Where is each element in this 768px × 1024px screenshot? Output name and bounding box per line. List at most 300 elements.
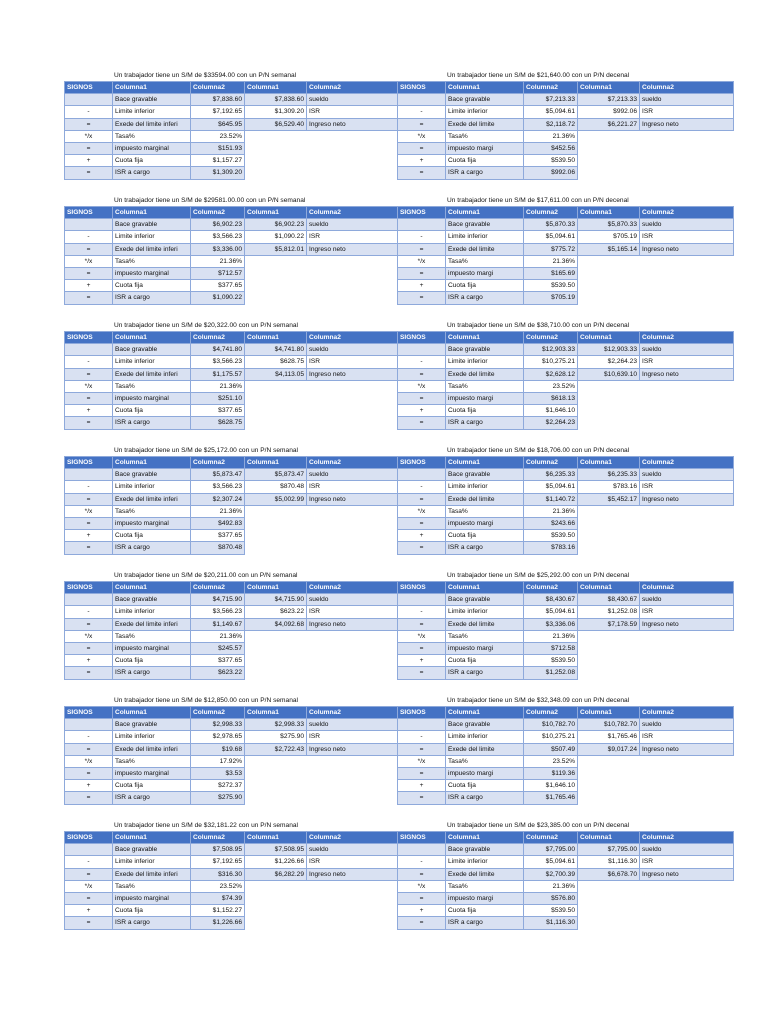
label-cell[interactable]: Exede del limite inferi: [113, 618, 191, 630]
header-cell[interactable]: Columna2: [191, 207, 245, 219]
value-cell[interactable]: [307, 155, 401, 167]
value-cell[interactable]: $4,715.90: [191, 594, 245, 606]
value-cell[interactable]: [245, 917, 307, 929]
header-cell[interactable]: Columna2: [640, 207, 734, 219]
header-cell[interactable]: Columna2: [640, 707, 734, 719]
value-cell[interactable]: $1,149.67: [191, 618, 245, 630]
value-cell[interactable]: $1,140.72: [524, 493, 578, 505]
value-cell[interactable]: [640, 893, 734, 905]
value-cell[interactable]: $539.50: [524, 905, 578, 917]
value-cell[interactable]: [640, 905, 734, 917]
value-cell[interactable]: sueldo: [307, 844, 401, 856]
label-cell[interactable]: impuesto margi: [446, 143, 524, 155]
value-cell[interactable]: $5,094.61: [524, 856, 578, 868]
label-cell[interactable]: Cuota fija: [113, 780, 191, 792]
value-cell[interactable]: [578, 792, 640, 804]
value-cell[interactable]: $2,978.65: [191, 731, 245, 743]
value-cell[interactable]: $1,765.46: [578, 731, 640, 743]
header-cell[interactable]: Columna1: [446, 832, 524, 844]
value-cell[interactable]: [245, 768, 307, 780]
value-cell[interactable]: $3,336.06: [524, 618, 578, 630]
value-cell[interactable]: [640, 292, 734, 304]
value-cell[interactable]: Ingreso neto: [307, 493, 401, 505]
value-cell[interactable]: [307, 630, 401, 642]
sign-cell[interactable]: =: [65, 618, 113, 630]
header-cell[interactable]: Columna2: [307, 207, 401, 219]
header-cell[interactable]: SIGNOS: [65, 457, 113, 469]
label-cell[interactable]: Bace gravable: [113, 719, 191, 731]
value-cell[interactable]: 21.36%: [524, 630, 578, 642]
value-cell[interactable]: $7,508.95: [245, 844, 307, 856]
label-cell[interactable]: Exede del limite inferi: [113, 118, 191, 130]
sign-cell[interactable]: +: [398, 780, 446, 792]
sign-cell[interactable]: [398, 344, 446, 356]
header-cell[interactable]: Columna2: [307, 332, 401, 344]
sign-cell[interactable]: */x: [398, 130, 446, 142]
value-cell[interactable]: $705.19: [578, 231, 640, 243]
sign-cell[interactable]: -: [65, 481, 113, 493]
value-cell[interactable]: [578, 643, 640, 655]
sign-cell[interactable]: -: [398, 231, 446, 243]
value-cell[interactable]: $272.37: [191, 780, 245, 792]
value-cell[interactable]: [578, 917, 640, 929]
label-cell[interactable]: Cuota fija: [113, 155, 191, 167]
value-cell[interactable]: $4,113.05: [245, 368, 307, 380]
label-cell[interactable]: Exede del limite: [446, 618, 524, 630]
value-cell[interactable]: [307, 417, 401, 429]
header-cell[interactable]: Columna2: [524, 82, 578, 94]
value-cell[interactable]: $10,782.70: [524, 719, 578, 731]
label-cell[interactable]: Exede del limite: [446, 368, 524, 380]
value-cell[interactable]: $6,902.23: [191, 219, 245, 231]
label-cell[interactable]: Cuota fija: [113, 280, 191, 292]
header-cell[interactable]: SIGNOS: [398, 457, 446, 469]
value-cell[interactable]: sueldo: [307, 219, 401, 231]
value-cell[interactable]: 21.36%: [191, 380, 245, 392]
label-cell[interactable]: Limite inferior: [446, 731, 524, 743]
value-cell[interactable]: [640, 792, 734, 804]
value-cell[interactable]: $4,741.80: [191, 344, 245, 356]
header-cell[interactable]: Columna2: [191, 457, 245, 469]
value-cell[interactable]: $783.16: [524, 542, 578, 554]
value-cell[interactable]: $6,902.23: [245, 219, 307, 231]
value-cell[interactable]: [640, 280, 734, 292]
value-cell[interactable]: $3,566.23: [191, 356, 245, 368]
header-cell[interactable]: Columna2: [524, 832, 578, 844]
value-cell[interactable]: [640, 530, 734, 542]
label-cell[interactable]: impuesto marginal: [113, 643, 191, 655]
label-cell[interactable]: Bace gravable: [113, 344, 191, 356]
value-cell[interactable]: sueldo: [307, 94, 401, 106]
header-cell[interactable]: Columna1: [245, 82, 307, 94]
value-cell[interactable]: $165.69: [524, 268, 578, 280]
value-cell[interactable]: $377.65: [191, 530, 245, 542]
value-cell[interactable]: $5,094.61: [524, 606, 578, 618]
value-cell[interactable]: $8,430.67: [524, 594, 578, 606]
value-cell[interactable]: 23.52%: [191, 130, 245, 142]
value-cell[interactable]: $712.57: [191, 268, 245, 280]
label-cell[interactable]: Limite inferior: [113, 106, 191, 118]
value-cell[interactable]: [640, 518, 734, 530]
label-cell[interactable]: Bace gravable: [113, 844, 191, 856]
header-cell[interactable]: Columna2: [640, 457, 734, 469]
value-cell[interactable]: [245, 155, 307, 167]
value-cell[interactable]: 21.36%: [191, 630, 245, 642]
label-cell[interactable]: Exede del limite inferi: [113, 868, 191, 880]
value-cell[interactable]: [245, 393, 307, 405]
label-cell[interactable]: Cuota fija: [446, 655, 524, 667]
sign-cell[interactable]: =: [65, 917, 113, 929]
value-cell[interactable]: ISR: [307, 106, 401, 118]
value-cell[interactable]: [578, 130, 640, 142]
sign-cell[interactable]: -: [398, 481, 446, 493]
value-cell[interactable]: [578, 880, 640, 892]
value-cell[interactable]: [245, 655, 307, 667]
value-cell[interactable]: $870.48: [245, 481, 307, 493]
value-cell[interactable]: [578, 255, 640, 267]
header-cell[interactable]: SIGNOS: [398, 82, 446, 94]
value-cell[interactable]: Ingreso neto: [640, 618, 734, 630]
header-cell[interactable]: Columna1: [245, 582, 307, 594]
value-cell[interactable]: $7,795.00: [524, 844, 578, 856]
label-cell[interactable]: ISR a cargo: [113, 417, 191, 429]
sign-cell[interactable]: =: [65, 868, 113, 880]
label-cell[interactable]: ISR a cargo: [446, 417, 524, 429]
value-cell[interactable]: sueldo: [640, 219, 734, 231]
sign-cell[interactable]: +: [65, 405, 113, 417]
header-cell[interactable]: Columna1: [245, 207, 307, 219]
value-cell[interactable]: sueldo: [640, 344, 734, 356]
label-cell[interactable]: impuesto marginal: [113, 268, 191, 280]
value-cell[interactable]: $7,795.00: [578, 844, 640, 856]
value-cell[interactable]: $618.13: [524, 393, 578, 405]
value-cell[interactable]: 23.52%: [524, 755, 578, 767]
value-cell[interactable]: $5,094.61: [524, 231, 578, 243]
label-cell[interactable]: Exede del limite inferi: [113, 243, 191, 255]
value-cell[interactable]: $10,275.21: [524, 731, 578, 743]
value-cell[interactable]: 23.52%: [524, 380, 578, 392]
sign-cell[interactable]: =: [398, 542, 446, 554]
header-cell[interactable]: Columna1: [578, 707, 640, 719]
label-cell[interactable]: Limite inferior: [446, 856, 524, 868]
value-cell[interactable]: $452.56: [524, 143, 578, 155]
sign-cell[interactable]: =: [398, 743, 446, 755]
sign-cell[interactable]: =: [398, 917, 446, 929]
label-cell[interactable]: Cuota fija: [446, 905, 524, 917]
sign-cell[interactable]: =: [398, 118, 446, 130]
value-cell[interactable]: [578, 542, 640, 554]
value-cell[interactable]: [245, 530, 307, 542]
value-cell[interactable]: $245.57: [191, 643, 245, 655]
value-cell[interactable]: sueldo: [640, 469, 734, 481]
value-cell[interactable]: ISR: [307, 481, 401, 493]
value-cell[interactable]: [578, 755, 640, 767]
label-cell[interactable]: Cuota fija: [446, 405, 524, 417]
value-cell[interactable]: [307, 280, 401, 292]
label-cell[interactable]: Tasa%: [113, 630, 191, 642]
value-cell[interactable]: $628.75: [191, 417, 245, 429]
sign-cell[interactable]: +: [65, 155, 113, 167]
sign-cell[interactable]: -: [398, 856, 446, 868]
value-cell[interactable]: [578, 893, 640, 905]
value-cell[interactable]: Ingreso neto: [640, 118, 734, 130]
value-cell[interactable]: $7,178.59: [578, 618, 640, 630]
value-cell[interactable]: [307, 893, 401, 905]
value-cell[interactable]: $2,264.23: [578, 356, 640, 368]
value-cell[interactable]: sueldo: [640, 94, 734, 106]
header-cell[interactable]: Columna1: [578, 207, 640, 219]
value-cell[interactable]: $6,678.70: [578, 868, 640, 880]
header-cell[interactable]: Columna2: [191, 332, 245, 344]
value-cell[interactable]: [640, 505, 734, 517]
value-cell[interactable]: [307, 255, 401, 267]
header-cell[interactable]: Columna2: [640, 82, 734, 94]
value-cell[interactable]: [640, 268, 734, 280]
value-cell[interactable]: $539.50: [524, 530, 578, 542]
label-cell[interactable]: Exede del limite: [446, 118, 524, 130]
header-cell[interactable]: SIGNOS: [398, 582, 446, 594]
sign-cell[interactable]: [65, 469, 113, 481]
value-cell[interactable]: [245, 280, 307, 292]
sign-cell[interactable]: [65, 594, 113, 606]
value-cell[interactable]: $5,812.01: [245, 243, 307, 255]
sign-cell[interactable]: =: [65, 743, 113, 755]
value-cell[interactable]: $8,430.67: [578, 594, 640, 606]
sign-cell[interactable]: +: [398, 280, 446, 292]
value-cell[interactable]: [245, 905, 307, 917]
header-cell[interactable]: Columna1: [446, 582, 524, 594]
sign-cell[interactable]: [398, 844, 446, 856]
header-cell[interactable]: Columna1: [113, 707, 191, 719]
value-cell[interactable]: [640, 155, 734, 167]
sign-cell[interactable]: */x: [398, 630, 446, 642]
sign-cell[interactable]: =: [398, 368, 446, 380]
value-cell[interactable]: $783.16: [578, 481, 640, 493]
sign-cell[interactable]: =: [398, 493, 446, 505]
label-cell[interactable]: impuesto margi: [446, 768, 524, 780]
header-cell[interactable]: SIGNOS: [65, 832, 113, 844]
value-cell[interactable]: $1,157.27: [191, 155, 245, 167]
sign-cell[interactable]: -: [65, 731, 113, 743]
sign-cell[interactable]: +: [398, 530, 446, 542]
header-cell[interactable]: Columna2: [307, 707, 401, 719]
value-cell[interactable]: [307, 655, 401, 667]
header-cell[interactable]: Columna1: [446, 332, 524, 344]
value-cell[interactable]: [307, 292, 401, 304]
value-cell[interactable]: $6,235.33: [524, 469, 578, 481]
value-cell[interactable]: $2,628.12: [524, 368, 578, 380]
sign-cell[interactable]: */x: [398, 505, 446, 517]
header-cell[interactable]: SIGNOS: [65, 207, 113, 219]
value-cell[interactable]: [245, 505, 307, 517]
value-cell[interactable]: $2,307.24: [191, 493, 245, 505]
value-cell[interactable]: [245, 518, 307, 530]
label-cell[interactable]: Bace gravable: [446, 469, 524, 481]
header-cell[interactable]: Columna2: [191, 707, 245, 719]
value-cell[interactable]: [578, 518, 640, 530]
value-cell[interactable]: $645.95: [191, 118, 245, 130]
value-cell[interactable]: [307, 542, 401, 554]
label-cell[interactable]: impuesto margi: [446, 268, 524, 280]
label-cell[interactable]: Tasa%: [446, 505, 524, 517]
value-cell[interactable]: $1,152.27: [191, 905, 245, 917]
value-cell[interactable]: 17.92%: [191, 755, 245, 767]
value-cell[interactable]: ISR: [307, 606, 401, 618]
label-cell[interactable]: Limite inferior: [446, 356, 524, 368]
value-cell[interactable]: [245, 417, 307, 429]
label-cell[interactable]: Tasa%: [446, 130, 524, 142]
sign-cell[interactable]: */x: [65, 630, 113, 642]
value-cell[interactable]: $539.50: [524, 155, 578, 167]
label-cell[interactable]: ISR a cargo: [113, 667, 191, 679]
sign-cell[interactable]: +: [65, 530, 113, 542]
value-cell[interactable]: $1,252.08: [578, 606, 640, 618]
value-cell[interactable]: [578, 280, 640, 292]
sign-cell[interactable]: -: [65, 231, 113, 243]
value-cell[interactable]: $5,870.33: [524, 219, 578, 231]
label-cell[interactable]: Tasa%: [113, 880, 191, 892]
sign-cell[interactable]: */x: [65, 505, 113, 517]
value-cell[interactable]: [578, 780, 640, 792]
label-cell[interactable]: Bace gravable: [446, 719, 524, 731]
value-cell[interactable]: $6,529.40: [245, 118, 307, 130]
label-cell[interactable]: Bace gravable: [113, 469, 191, 481]
value-cell[interactable]: $275.90: [245, 731, 307, 743]
value-cell[interactable]: $2,722.43: [245, 743, 307, 755]
value-cell[interactable]: [578, 405, 640, 417]
label-cell[interactable]: Tasa%: [113, 380, 191, 392]
value-cell[interactable]: [245, 780, 307, 792]
value-cell[interactable]: [640, 130, 734, 142]
value-cell[interactable]: $1,226.66: [245, 856, 307, 868]
label-cell[interactable]: ISR a cargo: [446, 167, 524, 179]
value-cell[interactable]: [640, 643, 734, 655]
label-cell[interactable]: Limite inferior: [446, 606, 524, 618]
value-cell[interactable]: [307, 380, 401, 392]
header-cell[interactable]: Columna1: [113, 207, 191, 219]
sign-cell[interactable]: +: [398, 905, 446, 917]
value-cell[interactable]: [245, 143, 307, 155]
value-cell[interactable]: $251.10: [191, 393, 245, 405]
value-cell[interactable]: [640, 630, 734, 642]
sign-cell[interactable]: =: [65, 893, 113, 905]
header-cell[interactable]: Columna2: [524, 582, 578, 594]
header-cell[interactable]: Columna1: [446, 82, 524, 94]
sign-cell[interactable]: =: [398, 868, 446, 880]
value-cell[interactable]: $5,873.47: [245, 469, 307, 481]
value-cell[interactable]: [245, 130, 307, 142]
value-cell[interactable]: [307, 905, 401, 917]
sign-cell[interactable]: [398, 469, 446, 481]
value-cell[interactable]: [578, 530, 640, 542]
sign-cell[interactable]: =: [398, 618, 446, 630]
label-cell[interactable]: Bace gravable: [446, 844, 524, 856]
header-cell[interactable]: SIGNOS: [65, 582, 113, 594]
value-cell[interactable]: $4,715.90: [245, 594, 307, 606]
value-cell[interactable]: $2,700.39: [524, 868, 578, 880]
sign-cell[interactable]: =: [398, 143, 446, 155]
value-cell[interactable]: [245, 292, 307, 304]
sign-cell[interactable]: =: [398, 792, 446, 804]
label-cell[interactable]: Limite inferior: [113, 731, 191, 743]
value-cell[interactable]: $10,275.21: [524, 356, 578, 368]
sign-cell[interactable]: */x: [398, 880, 446, 892]
value-cell[interactable]: $7,213.33: [524, 94, 578, 106]
value-cell[interactable]: [245, 167, 307, 179]
value-cell[interactable]: $1,646.10: [524, 405, 578, 417]
label-cell[interactable]: ISR a cargo: [446, 542, 524, 554]
label-cell[interactable]: Bace gravable: [446, 219, 524, 231]
header-cell[interactable]: Columna2: [191, 832, 245, 844]
value-cell[interactable]: $5,452.17: [578, 493, 640, 505]
value-cell[interactable]: sueldo: [307, 344, 401, 356]
value-cell[interactable]: [578, 167, 640, 179]
value-cell[interactable]: [640, 143, 734, 155]
header-cell[interactable]: Columna2: [191, 82, 245, 94]
value-cell[interactable]: $151.93: [191, 143, 245, 155]
sign-cell[interactable]: =: [398, 243, 446, 255]
label-cell[interactable]: Bace gravable: [113, 219, 191, 231]
value-cell[interactable]: [578, 505, 640, 517]
sign-cell[interactable]: =: [65, 542, 113, 554]
value-cell[interactable]: [640, 780, 734, 792]
value-cell[interactable]: $1,309.20: [191, 167, 245, 179]
value-cell[interactable]: [245, 880, 307, 892]
sign-cell[interactable]: =: [398, 268, 446, 280]
value-cell[interactable]: $5,873.47: [191, 469, 245, 481]
label-cell[interactable]: ISR a cargo: [113, 917, 191, 929]
sign-cell[interactable]: [398, 594, 446, 606]
value-cell[interactable]: $623.22: [245, 606, 307, 618]
sign-cell[interactable]: =: [65, 143, 113, 155]
value-cell[interactable]: ISR: [640, 231, 734, 243]
sign-cell[interactable]: =: [65, 268, 113, 280]
value-cell[interactable]: [245, 630, 307, 642]
value-cell[interactable]: $1,090.22: [245, 231, 307, 243]
value-cell[interactable]: [307, 393, 401, 405]
sign-cell[interactable]: =: [65, 368, 113, 380]
value-cell[interactable]: Ingreso neto: [307, 368, 401, 380]
value-cell[interactable]: [578, 268, 640, 280]
value-cell[interactable]: [640, 655, 734, 667]
value-cell[interactable]: $576.80: [524, 893, 578, 905]
value-cell[interactable]: $7,508.95: [191, 844, 245, 856]
sign-cell[interactable]: =: [65, 518, 113, 530]
label-cell[interactable]: impuesto marginal: [113, 893, 191, 905]
header-cell[interactable]: Columna2: [640, 582, 734, 594]
sign-cell[interactable]: [398, 719, 446, 731]
value-cell[interactable]: Ingreso neto: [640, 868, 734, 880]
value-cell[interactable]: [307, 505, 401, 517]
sign-cell[interactable]: [398, 94, 446, 106]
value-cell[interactable]: sueldo: [640, 594, 734, 606]
value-cell[interactable]: $1,090.22: [191, 292, 245, 304]
label-cell[interactable]: Exede del limite inferi: [113, 743, 191, 755]
value-cell[interactable]: $10,782.70: [578, 719, 640, 731]
value-cell[interactable]: $7,192.65: [191, 856, 245, 868]
value-cell[interactable]: 21.36%: [524, 880, 578, 892]
value-cell[interactable]: Ingreso neto: [640, 493, 734, 505]
label-cell[interactable]: impuesto marginal: [113, 143, 191, 155]
value-cell[interactable]: 21.36%: [524, 255, 578, 267]
label-cell[interactable]: Tasa%: [446, 380, 524, 392]
value-cell[interactable]: $628.75: [245, 356, 307, 368]
header-cell[interactable]: Columna1: [113, 332, 191, 344]
value-cell[interactable]: [307, 143, 401, 155]
value-cell[interactable]: ISR: [307, 231, 401, 243]
value-cell[interactable]: [640, 393, 734, 405]
label-cell[interactable]: Tasa%: [113, 255, 191, 267]
